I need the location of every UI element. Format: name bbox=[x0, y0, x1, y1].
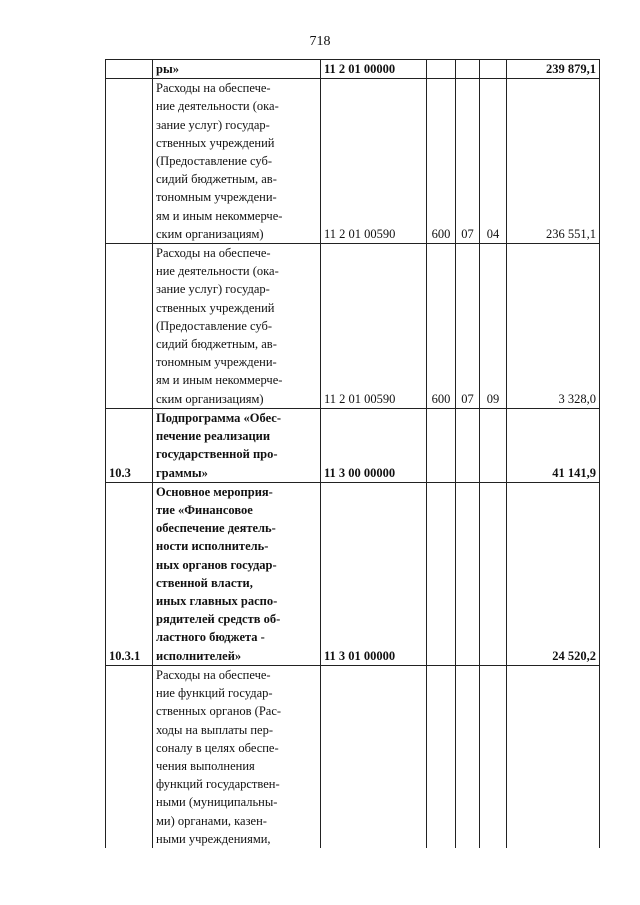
row-number: 10.3.1 bbox=[106, 482, 153, 665]
table-row bbox=[106, 408, 600, 482]
row-name: Расходы на обеспече- ние деятельности (ока- зание услуг) государ- ственных учреждений (Предоставление суб- сидий бюджетным, ав- тономным учреждени- ям и иным некоммерче- ским организациям) bbox=[153, 79, 321, 244]
table-row bbox=[106, 60, 600, 79]
row-sum bbox=[507, 665, 600, 848]
row-number bbox=[106, 665, 153, 848]
row-expense-type: 600 bbox=[427, 79, 456, 244]
row-subsection bbox=[480, 482, 507, 665]
table-row bbox=[106, 482, 600, 665]
row-sum: 236 551,1 bbox=[507, 79, 600, 244]
row-section: 07 bbox=[456, 79, 480, 244]
row-section: 07 bbox=[456, 244, 480, 409]
row-number: 10.3 bbox=[106, 408, 153, 482]
row-number bbox=[106, 79, 153, 244]
row-expense-type: 600 bbox=[427, 244, 456, 409]
row-name: Подпрограмма «Обес- печение реализации государственной про- граммы» bbox=[153, 408, 321, 482]
row-expense-type bbox=[427, 408, 456, 482]
row-expense-type bbox=[427, 665, 456, 848]
row-expense-type bbox=[427, 482, 456, 665]
row-code: 11 2 01 00590 bbox=[321, 244, 427, 409]
row-code bbox=[321, 665, 427, 848]
budget-table bbox=[105, 59, 600, 848]
row-subsection bbox=[480, 60, 507, 79]
row-subsection bbox=[480, 408, 507, 482]
row-code: 11 3 01 00000 bbox=[321, 482, 427, 665]
row-sum: 24 520,2 bbox=[507, 482, 600, 665]
page-number: 718 bbox=[309, 34, 331, 49]
row-code: 11 2 01 00000 bbox=[321, 60, 427, 79]
row-name: Расходы на обеспече- ние функций государ- ственных органов (Рас- ходы на выплаты пер- соналу в целях обеспе- чения выполнения функций государствен- ными (муниципальны- ми) органами, казен- ными учреждениями, bbox=[153, 665, 321, 848]
row-subsection bbox=[480, 665, 507, 848]
row-number bbox=[106, 244, 153, 409]
row-subsection: 09 bbox=[480, 244, 507, 409]
row-code: 11 3 00 00000 bbox=[321, 408, 427, 482]
row-sum: 41 141,9 bbox=[507, 408, 600, 482]
row-sum: 239 879,1 bbox=[507, 60, 600, 79]
row-section bbox=[456, 665, 480, 848]
row-section bbox=[456, 408, 480, 482]
row-expense-type bbox=[427, 60, 456, 79]
table-row bbox=[106, 665, 600, 848]
table-row bbox=[106, 79, 600, 244]
row-name: Основное мероприя- тие «Финансовое обеспечение деятель- ности исполнитель- ных органов государ- ственной власти, иных главных распо- рядителей средств об- ластного бюджета - исполнителей» bbox=[153, 482, 321, 665]
row-subsection: 04 bbox=[480, 79, 507, 244]
row-number bbox=[106, 60, 153, 79]
row-section bbox=[456, 60, 480, 79]
row-sum: 3 328,0 bbox=[507, 244, 600, 409]
table-row bbox=[106, 244, 600, 409]
row-name: ры» bbox=[153, 60, 321, 79]
row-name: Расходы на обеспече- ние деятельности (ока- зание услуг) государ- ственных учреждений (Предоставление суб- сидий бюджетным, ав- тономным учреждени- ям и иным некоммерче- ским организациям) bbox=[153, 244, 321, 409]
row-code: 11 2 01 00590 bbox=[321, 79, 427, 244]
row-section bbox=[456, 482, 480, 665]
